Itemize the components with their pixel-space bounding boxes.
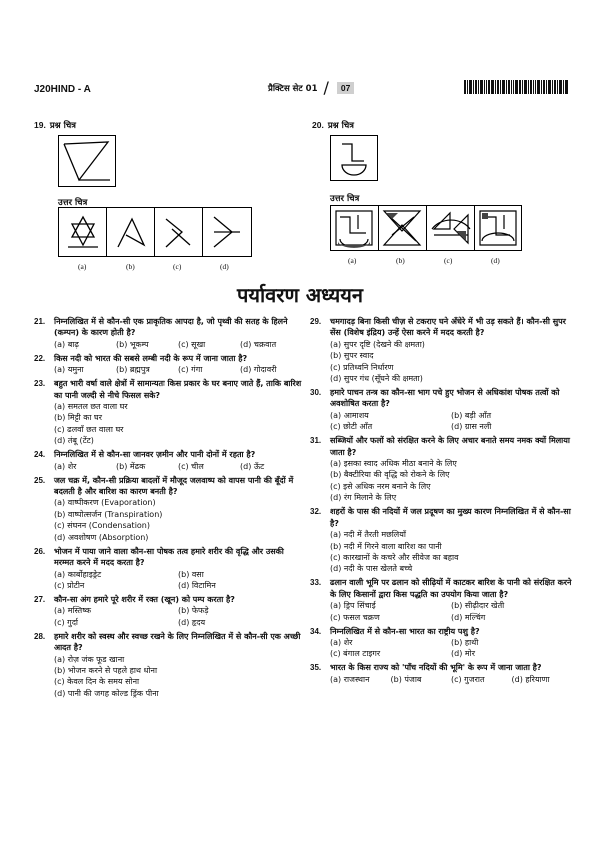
q23-option-c: (c) ढलवाँ छत वाला घर (54, 424, 124, 434)
q35-option-a: (a) राजस्थान (330, 674, 370, 684)
q22-option-d: (d) गोदावरी (240, 365, 277, 375)
right-question-column (310, 316, 572, 688)
q19-number: 19. (34, 120, 46, 130)
q21-number: 21. (34, 317, 46, 326)
q34-option-d: (d) मोर (451, 649, 475, 659)
question-28 (34, 631, 302, 699)
q35-text: भारत के किस राज्य को 'पाँच नदियों की भूमि' के रूप में जाना जाता है? (330, 663, 542, 673)
q28-option-a: (a) रोज़ जंक फूड खाना (54, 654, 125, 664)
q21-text: निम्नलिखित में से कौन-सी एक प्राकृतिक आपदा है, जो पृथ्वी की सतह के हिलने (कम्पन) के कारण होती है? (54, 317, 288, 338)
q32-option-a: (a) नदी में तैरती मछलियाँ (330, 530, 406, 540)
q34-number: 34. (310, 626, 322, 636)
slash-divider: / (323, 78, 329, 97)
practice-set-label (268, 80, 372, 96)
question-25 (34, 475, 302, 543)
left-question-column (34, 316, 302, 702)
q27-number: 27. (34, 594, 46, 604)
q29-option-a: (a) सुपर दृष्टि (देखने की क्षमता) (330, 339, 425, 349)
q31-option-a: (a) इसका स्वाद अधिक मीठा बनाने के लिए (330, 459, 457, 469)
q33-number: 33. (310, 578, 322, 588)
q19-problem-figure (58, 135, 116, 187)
barcode-icon (464, 80, 568, 94)
question-22 (34, 353, 302, 376)
q27-text: कौन-सा अंग हमारे पूरे शरीर में रक्त (खून) को पम्प करता है? (54, 594, 235, 604)
q19-option-d: (d) (220, 262, 229, 271)
q20-option-b: (b) (396, 256, 405, 265)
q21-option-a: (a) बाढ़ (54, 339, 79, 349)
q23-option-b: (b) मिट्टी का घर (54, 413, 103, 423)
q22-text: किस नदी को भारत की सबसे लम्बी नदी के रूप में जाना जाता है? (54, 353, 248, 363)
q22-number: 22. (34, 353, 46, 363)
q27-option-c: (c) गुर्दा (54, 617, 79, 627)
q21-option-b: (b) भूकम्प (116, 339, 149, 349)
q25-option-a: (a) वाष्पीकरण (Evaporation) (54, 498, 156, 508)
question-24 (34, 449, 302, 472)
q20-option-c: (c) (444, 256, 453, 265)
q25-options (34, 497, 302, 543)
q29-option-b: (b) सुपर स्वाद (330, 351, 374, 361)
paper-code: J20HIND - A (34, 84, 91, 95)
q21-option-d: (d) चक्रवात (240, 339, 277, 349)
q30-text: हमारे पाचन तन्त्र का कौन-सा भाग पचे हुए भोजन से अधिकांश पोषक तत्वों को अवशोषित करता है? (330, 388, 560, 409)
q24-option-c: (c) चील (178, 461, 204, 471)
q30-number: 30. (310, 388, 322, 398)
q25-option-d: (d) अवशोषण (Absorption) (54, 532, 149, 542)
q26-text: भोजन में पाया जाने वाला कौन-सा पोषक तत्व हमारे शरीर की वृद्धि और उसकी मरम्मत करने में मदद करता है? (54, 546, 284, 568)
q31-text: सब्जियों और फलों को संरक्षित करने के लिए अचार बनाते समय नमक क्यों मिलाया जाता है? (330, 436, 570, 457)
q35-option-c: (c) गुजरात (451, 674, 485, 684)
q20-option-a: (a) (348, 256, 357, 265)
q20-label (312, 120, 354, 131)
q35-option-d: (d) हरियाणा (511, 674, 550, 684)
question-31 (310, 435, 572, 503)
q19-label (34, 120, 76, 131)
q26-options (34, 569, 302, 592)
q28-options (34, 654, 302, 700)
question-21 (34, 316, 302, 350)
q32-option-c: (c) कारखानों के कचरे और सीवेज का बहाव (330, 552, 459, 562)
page-number: 07 (337, 82, 354, 94)
q26-option-c: (c) प्रोटीन (54, 580, 85, 590)
q25-text: जल चक्र में, कौन-सी प्रक्रिया बादलों में मौजूद जलवाष्प को वापस पानी की बूँदों में बदलती है और बारिश का कारण बनती है? (54, 475, 294, 497)
q29-option-c: (c) प्रतिध्वनि निर्धारण (330, 362, 394, 372)
q22-option-b: (b) ब्रह्मपुत्र (116, 365, 150, 375)
q20-answer-figures (330, 205, 522, 251)
q21-option-c: (c) सूखा (178, 339, 206, 349)
q34-options (310, 637, 572, 660)
q23-option-a: (a) समतल छत वाला घर (54, 402, 128, 412)
q34-text: निम्नलिखित में से कौन-सा भारत का राष्ट्रीय पशु है? (330, 626, 480, 636)
question-33 (310, 577, 572, 623)
q27-options (34, 605, 302, 628)
q29-number: 29. (310, 317, 322, 326)
q19-title: प्रश्न चित्र (49, 121, 76, 131)
q30-option-b: (b) बड़ी आँत (451, 410, 492, 420)
question-29 (310, 316, 572, 384)
question-35 (310, 662, 572, 685)
q29-option-d: (d) सुपर गंध (सूँघने की क्षमता) (330, 374, 423, 384)
q33-option-d: (d) मल्चिंग (451, 612, 486, 622)
q24-options (34, 461, 302, 472)
q26-option-d: (d) विटामिन (178, 580, 216, 590)
q28-option-c: (c) केवल दिन के समय सोना (54, 677, 140, 687)
q24-option-b: (b) मेंढक (116, 461, 146, 471)
q28-text: हमारे शरीर को स्वस्थ और स्वच्छ रखने के लिए निम्नलिखित में से कौन-सी एक अच्छी आदत है? (54, 631, 301, 653)
question-23 (34, 378, 302, 446)
q31-option-b: (b) बैक्टीरिया की वृद्धि को रोकने के लिए (330, 470, 450, 480)
q20-problem-figure (330, 135, 378, 181)
q31-option-d: (d) रंग मिलाने के लिए (330, 493, 397, 503)
section-title: पर्यावरण अध्ययन (237, 283, 363, 307)
q32-option-d: (d) नदी के पास खेलते बच्चे (330, 564, 413, 574)
q33-options (310, 600, 572, 623)
q35-option-b: (b) पंजाब (390, 674, 422, 684)
q31-options (310, 458, 572, 504)
q25-option-c: (c) संघनन (Condensation) (54, 521, 151, 531)
q20-option-d: (d) (491, 256, 500, 265)
q30-option-c: (c) छोटी आँत (330, 422, 373, 432)
question-30 (310, 387, 572, 433)
q20-title: प्रश्न चित्र (327, 121, 354, 131)
q29-text: चमगादड़ बिना किसी चीज़ से टकराए घने अँधेरे में भी उड़ सकते हैं। कौन-सी सुपर सेंस (विशेष इंद्रिय) उन्हें ऐसा करने में मदद करती है? (330, 317, 566, 338)
q35-options (310, 674, 572, 685)
q19-option-c: (c) (173, 262, 182, 271)
q23-number: 23. (34, 379, 46, 389)
q23-options (34, 401, 302, 447)
q34-option-b: (b) हाथी (451, 637, 479, 647)
q26-option-b: (b) वसा (178, 569, 204, 579)
q32-option-b: (b) नदी में गिरने वाला बारिश का पानी (330, 541, 442, 551)
q29-options (310, 339, 572, 385)
q21-options (34, 339, 302, 350)
q19-answer-figures (58, 207, 252, 257)
q33-option-b: (b) सीढ़ीदार खेती (451, 601, 505, 611)
q19-option-b: (b) (126, 262, 135, 271)
q22-option-c: (c) गंगा (178, 365, 203, 375)
q30-option-d: (d) ग्रास नली (451, 422, 492, 432)
q27-option-d: (d) हृदय (178, 617, 206, 627)
q33-text: ढलान वाली भूमि पर ढलान को सीढ़ियों में काटकर बारिश के पानी को संरक्षित करने के लिए किसानों द्वारा किस पद्धति का उपयोग किया जाता है? (330, 578, 572, 599)
q28-option-b: (b) भोजन करने से पहले हाथ धोना (54, 665, 158, 675)
q27-option-b: (b) फेफड़े (178, 606, 209, 616)
q26-option-a: (a) कार्बोहाइड्रेट (54, 569, 102, 579)
q34-option-c: (c) बंगाल टाइगर (330, 649, 381, 659)
q24-text: निम्नलिखित में से कौन-सा जानवर ज़मीन और पानी दोनों में रहता है? (54, 450, 256, 460)
q32-number: 32. (310, 507, 322, 517)
q33-option-a: (a) ड्रिप सिंचाई (330, 601, 376, 611)
q23-option-d: (d) तंबू (टेंट) (54, 436, 94, 446)
q24-number: 24. (34, 450, 46, 460)
q28-number: 28. (34, 631, 46, 641)
q26-number: 26. (34, 546, 46, 556)
q34-option-a: (a) शेर (330, 637, 353, 647)
q31-option-c: (c) इसे अधिक नरम बनाने के लिए (330, 481, 431, 491)
set-name: प्रैक्टिस सेट 01 (268, 83, 318, 94)
q24-option-d: (d) ऊँट (240, 461, 265, 471)
q32-options (310, 529, 572, 575)
q19-answer-label: उत्तर चित्र (58, 198, 88, 208)
q23-text: बहुत भारी वर्षा वाले क्षेत्रों में सामान्यतः किस प्रकार के घर बनाए जाते हैं, ताकि बारिश का पानी जल्दी से नीचे फिसल सके? (54, 379, 302, 400)
question-27 (34, 594, 302, 628)
q30-options (310, 410, 572, 433)
q22-option-a: (a) यमुना (54, 365, 84, 375)
question-26 (34, 546, 302, 592)
q25-option-b: (b) वाष्पोत्सर्जन (Transpiration) (54, 509, 163, 519)
q22-options (34, 364, 302, 375)
question-32 (310, 506, 572, 574)
q33-option-c: (c) फसल चक्रण (330, 612, 380, 622)
q19-option-a: (a) (78, 262, 87, 271)
q32-text: शहरों के पास की नदियों में जल प्रदूषण का मुख्य कारण निम्नलिखित में से कौन-सा है? (330, 507, 571, 528)
question-34 (310, 626, 572, 660)
q27-option-a: (a) मस्तिष्क (54, 606, 92, 616)
q30-option-a: (a) आमाशय (330, 410, 369, 420)
q28-option-d: (d) पानी की जगह कोल्ड ड्रिंक पीना (54, 688, 159, 698)
q20-answer-label: उत्तर चित्र (330, 194, 360, 204)
q35-number: 35. (310, 663, 322, 673)
q25-number: 25. (34, 475, 46, 485)
q31-number: 31. (310, 436, 322, 446)
q20-number: 20. (312, 120, 324, 130)
q24-option-a: (a) शेर (54, 461, 77, 471)
